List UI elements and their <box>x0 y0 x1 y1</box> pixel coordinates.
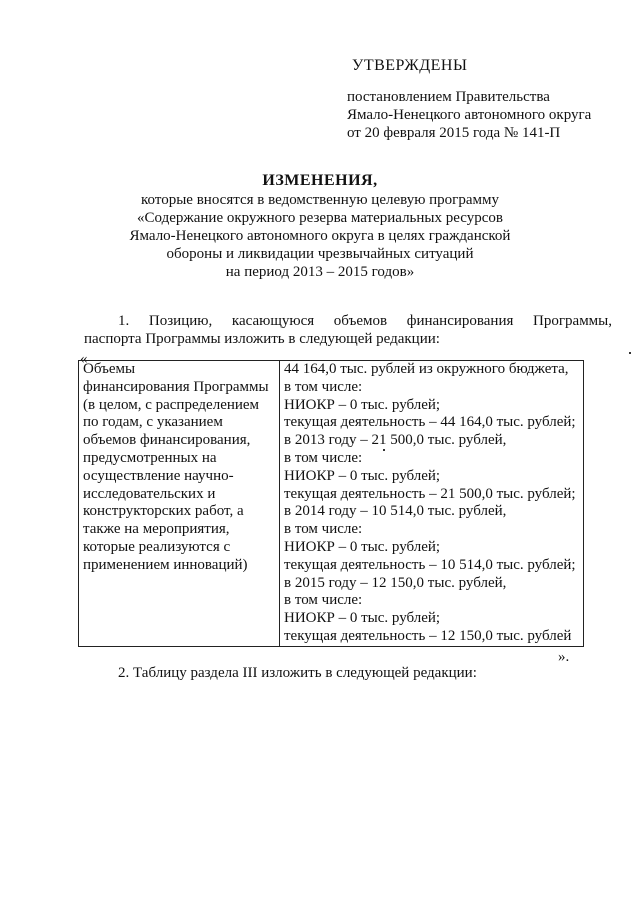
funding-value-line: в 2015 году – 12 150,0 тыс. рублей, <box>284 574 507 591</box>
funding-value-line: текущая деятельность – 44 164,0 тыс. рублей; <box>284 414 576 431</box>
funding-value-line: текущая деятельность – 12 150,0 тыс. рублей <box>284 627 572 644</box>
funding-value-line: НИОКР – 0 тыс. рублей; <box>284 396 441 413</box>
scan-speck <box>629 352 631 354</box>
approval-line: Ямало-Ненецкого автономного округа <box>347 107 592 123</box>
funding-value-line: 44 164,0 тыс. рублей из окружного бюджета, <box>284 361 569 377</box>
funding-label-line: исследовательских и <box>83 485 216 502</box>
approval-line: постановлением Правительства <box>347 89 550 105</box>
funding-label-line: Объемы <box>83 361 136 377</box>
funding-value-line: НИОКР – 0 тыс. рублей; <box>284 538 441 555</box>
funding-value-line: текущая деятельность – 21 500,0 тыс. рублей; <box>284 485 576 502</box>
funding-label-line: финансирования Программы <box>83 378 269 395</box>
funding-label-line: объемов финансирования, <box>83 432 251 449</box>
funding-label-line: применением инноваций) <box>83 556 248 573</box>
opening-quote: « <box>80 351 88 367</box>
funding-value-line: в 2014 году – 10 514,0 тыс. рублей, <box>284 503 507 520</box>
document-subtitle-line: Ямало-Ненецкого автономного округа в целях гражданской <box>129 228 511 244</box>
funding-value-line: текущая деятельность – 10 514,0 тыс. рублей; <box>284 556 576 573</box>
paragraph-1-line-2: паспорта Программы изложить в следующей редакции: <box>84 331 440 347</box>
funding-table <box>78 360 584 647</box>
funding-label-cell <box>79 361 280 647</box>
paragraph-1-line-1: 1. Позицию, касающуюся объемов финансирования Программы, <box>118 313 612 329</box>
funding-label-line: конструкторских работ, а <box>83 503 244 520</box>
scan-speck <box>383 449 385 451</box>
funding-label-line: также на мероприятия, <box>83 521 230 538</box>
funding-value-line: в том числе: <box>284 378 363 395</box>
funding-label-line: предусмотренных на <box>83 449 217 466</box>
paragraph-2: 2. Таблицу раздела III изложить в следующей редакции: <box>118 665 477 681</box>
approval-line: от 20 февраля 2015 года № 141-П <box>347 125 561 141</box>
funding-value-line: НИОКР – 0 тыс. рублей; <box>284 467 441 484</box>
table-row <box>79 361 584 647</box>
funding-value-line: в том числе: <box>284 449 363 466</box>
paragraph-1 <box>84 312 612 348</box>
closing-quote: ». <box>558 649 570 665</box>
funding-value-line: в 2013 году – 21 500,0 тыс. рублей, <box>284 432 507 449</box>
document-subtitle-line: на период 2013 – 2015 годов» <box>225 264 415 280</box>
funding-label-line: осуществление научно- <box>83 467 234 484</box>
funding-value-line: в том числе: <box>284 521 363 538</box>
funding-label-line: по годам, с указанием <box>83 414 223 431</box>
document-subtitle-line: обороны и ликвидации чрезвычайных ситуаций <box>166 246 474 262</box>
funding-value-cell <box>280 361 584 647</box>
document-subtitle-line: которые вносятся в ведомственную целевую программу <box>141 192 499 208</box>
funding-value-line: НИОКР – 0 тыс. рублей; <box>284 610 441 627</box>
document-title: ИЗМЕНЕНИЯ, <box>262 172 378 189</box>
funding-label-line: которые реализуются с <box>83 538 231 555</box>
funding-value-line: в том числе: <box>284 592 363 609</box>
approval-heading: УТВЕРЖДЕНЫ <box>352 57 468 74</box>
funding-label-line: (в целом, с распределением <box>83 396 260 413</box>
document-subtitle-line: «Содержание окружного резерва материальных ресурсов <box>137 210 503 226</box>
